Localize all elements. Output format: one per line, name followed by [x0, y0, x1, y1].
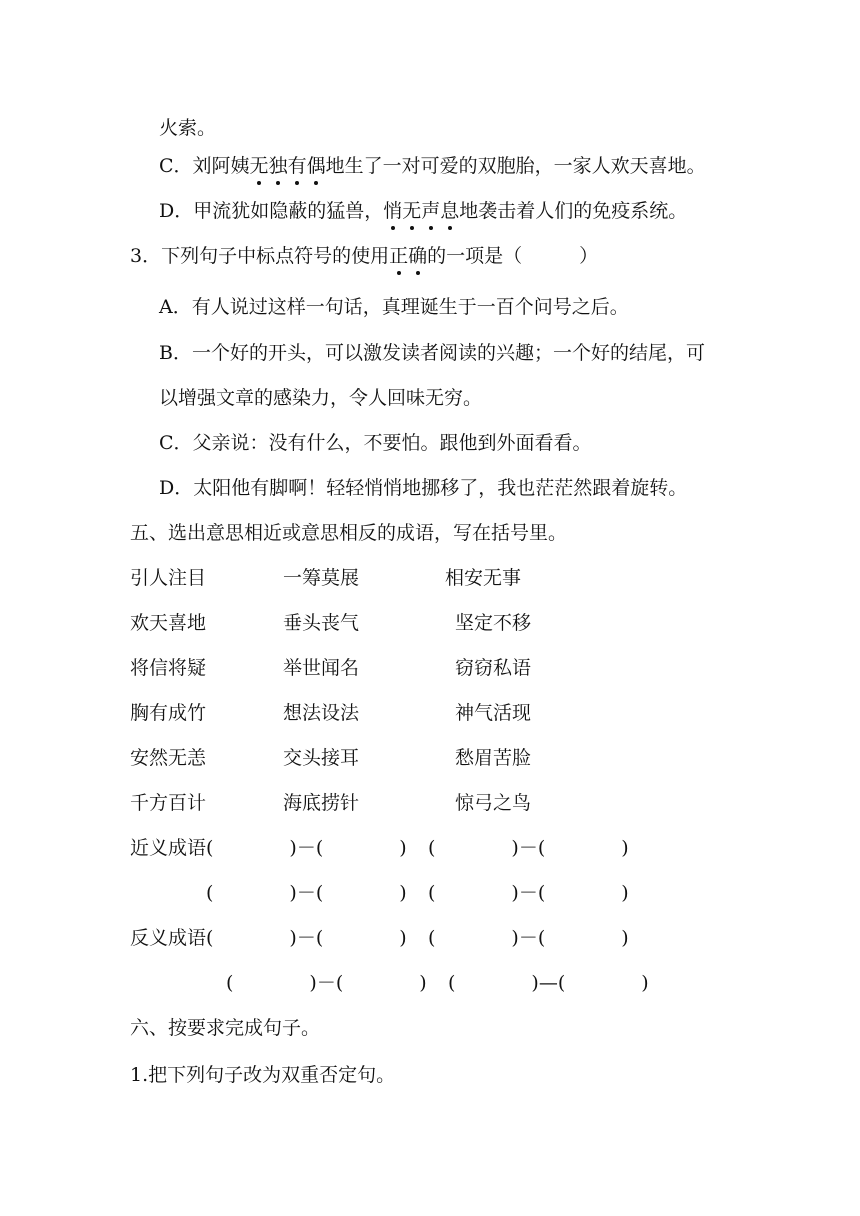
idiom: 海底捞针	[283, 792, 360, 814]
idiom: 相安无事	[445, 567, 522, 589]
answer-blank-pair[interactable]: ( )－( )	[206, 837, 407, 859]
idiom: 一筹莫展	[283, 567, 360, 589]
idiom: 举世闻名	[283, 657, 360, 679]
dotted-char: 独	[268, 155, 288, 177]
idiom: 愁眉苦脸	[455, 747, 532, 769]
idiom: 欢天喜地	[130, 612, 207, 634]
idiom: 神气活现	[455, 702, 532, 724]
q3-option-d: D．太阳他有脚啊！轻轻悄悄地挪移了，我也茫茫然跟着旋转。	[159, 477, 688, 499]
idiom: 交头接耳	[283, 747, 360, 769]
answer-blank-pair[interactable]: ( )－( )	[226, 972, 427, 994]
option-c-pre: C．刘阿姨	[159, 155, 250, 177]
dotted-char: 有	[287, 155, 307, 177]
dotted-char: 确	[408, 245, 428, 267]
answer-blank-pair[interactable]: ( )—( )	[448, 972, 649, 994]
option-d-pre: D．甲流犹如隐蔽的猛兽，	[159, 200, 384, 222]
answer-blank-pair[interactable]: ( )－( )	[206, 882, 407, 904]
question-3-pre: 3．下列句子中标点符号的使用	[130, 245, 390, 267]
option-c-post: 地生了一对可爱的双胞胎，一家人欢天喜地。	[325, 155, 706, 177]
idiom: 坚定不移	[455, 612, 532, 634]
dotted-char: 悄	[383, 200, 403, 222]
dotted-char: 偶	[306, 155, 326, 177]
question-3-post: 的一项是（ ）	[427, 245, 599, 267]
idiom: 垂头丧气	[283, 612, 360, 634]
idiom: 惊弓之鸟	[455, 792, 532, 814]
line-huosuo: 火索。	[159, 117, 217, 139]
answer-blank-pair[interactable]: ( )－( )	[428, 927, 629, 949]
dotted-char: 无	[402, 200, 422, 222]
dotted-char: 声	[421, 200, 441, 222]
idiom: 窃窃私语	[455, 657, 532, 679]
option-d-post: 地袭击着人们的免疫系统。	[459, 200, 688, 222]
antonym-label: 反义成语	[130, 927, 207, 949]
idiom: 将信将疑	[130, 657, 207, 679]
answer-blank-pair[interactable]: ( )－( )	[206, 927, 407, 949]
q3-option-a: A．有人说过这样一句话，真理诞生于一百个问号之后。	[159, 296, 629, 318]
question-3	[130, 243, 598, 269]
idiom: 想法设法	[283, 702, 360, 724]
section-5-heading: 五、选出意思相近或意思相反的成语，写在括号里。	[130, 522, 568, 544]
idiom: 胸有成竹	[130, 702, 207, 724]
option-c-dotted	[159, 153, 706, 179]
option-d-dotted	[159, 198, 687, 224]
synonym-label: 近义成语	[130, 837, 207, 859]
section-6-heading: 六、按要求完成句子。	[130, 1017, 321, 1039]
q3-option-c: C．父亲说：没有什么，不要怕。跟他到外面看看。	[159, 432, 592, 454]
idiom: 千方百计	[130, 792, 207, 814]
idiom: 安然无恙	[130, 747, 207, 769]
q3-option-b-line1: B．一个好的开头，可以激发读者阅读的兴趣；一个好的结尾，可	[159, 342, 705, 364]
idiom: 引人注目	[130, 567, 207, 589]
answer-blank-pair[interactable]: ( )－( )	[428, 882, 629, 904]
q3-option-b-line2: 以增强文章的感染力，令人回味无穷。	[159, 387, 483, 409]
dotted-char: 正	[389, 245, 409, 267]
dotted-char: 无	[249, 155, 269, 177]
answer-blank-pair[interactable]: ( )－( )	[428, 837, 629, 859]
question-6-1: 1.把下列句子改为双重否定句。	[130, 1064, 396, 1086]
dotted-char: 息	[440, 200, 460, 222]
